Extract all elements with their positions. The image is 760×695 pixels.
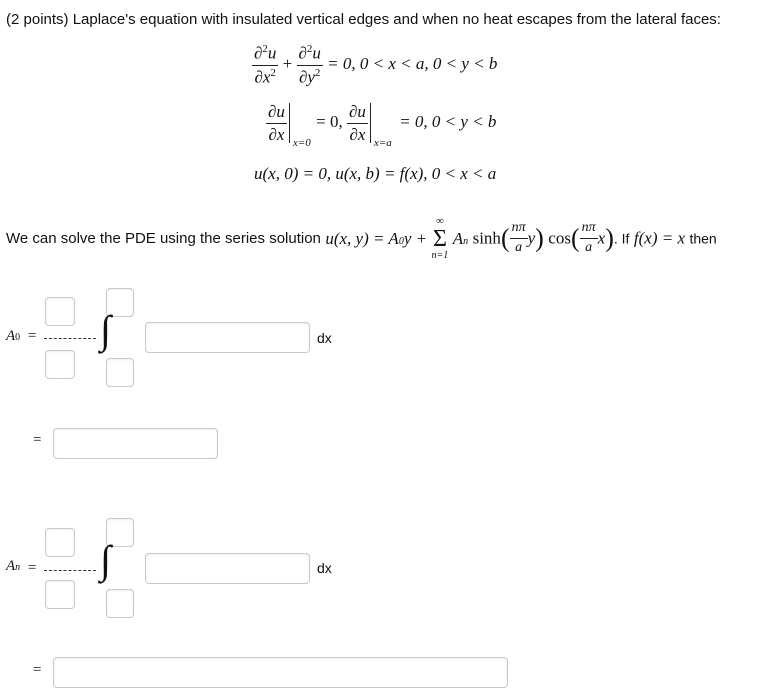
- an-label: An: [6, 558, 21, 574]
- an-equals: =: [28, 560, 37, 576]
- sum-upper: ∞: [436, 215, 444, 227]
- integral-icon: ∫: [100, 537, 111, 582]
- problem-intro: (2 points) Laplace's equation with insulated vertical edges and when no heat escapes from the lateral faces:: [6, 11, 721, 28]
- solve-text: We can solve the PDE using the series solution: [6, 230, 321, 247]
- a0-label: A0: [6, 328, 21, 344]
- if-text: . If: [613, 230, 630, 247]
- integral-icon: ∫: [100, 307, 111, 352]
- an-dx: dx: [317, 560, 332, 576]
- a0-result-equals: =: [33, 432, 42, 448]
- an-coef-numerator-input[interactable]: [45, 528, 75, 557]
- a0-dx: dx: [317, 330, 332, 346]
- then-text: then: [689, 230, 717, 247]
- a0-equals: =: [28, 328, 37, 344]
- an-integrand-input[interactable]: [145, 553, 310, 584]
- a0-integrand-input[interactable]: [145, 322, 310, 353]
- series-lhs: u(x, y) = A: [325, 228, 399, 248]
- a0-coef-numerator-input[interactable]: [45, 297, 75, 326]
- an-result-input[interactable]: [53, 657, 508, 688]
- sigma-icon: Σ: [432, 226, 447, 252]
- bc-mid: = 0,: [316, 112, 343, 132]
- an-result-equals: =: [33, 662, 42, 678]
- pde-equation: $\frac{\partial^2u}{\partial x^2}$ + $\frac{\partial^2u}{\partial y^2}$ = 0, 0 < x < a, 0 < y < b: [254, 43, 498, 87]
- sum-lower: n=1: [431, 250, 449, 261]
- a0-lower-limit-input[interactable]: [106, 358, 134, 387]
- an-fraction-line: [44, 570, 96, 571]
- an-coef-denominator-input[interactable]: [45, 580, 75, 609]
- pde-rhs: = 0, 0 < x < a, 0 < y < b: [327, 53, 498, 73]
- a0-coef-denominator-input[interactable]: [45, 350, 75, 379]
- bc-insulated: $\frac{\partial u}{\partial x}$ x=0 = 0, $\frac{\partial u}{\partial x}$ x=a = 0, 0 < y < b: [268, 102, 497, 150]
- bc-sub-x0: x=0: [292, 137, 311, 150]
- bc-rhs: = 0, 0 < y < b: [399, 112, 497, 132]
- an-lower-limit-input[interactable]: [106, 589, 134, 618]
- a0-result-input[interactable]: [53, 428, 218, 459]
- a0-fraction-line: [44, 338, 96, 339]
- series-line: We can solve the PDE using the series solution u(x, y) = A0y + ∞ Σ n=1 An sinh( $\frac{n\pi}{a}$ y) cos( $\frac{n\pi}{a}$ x). If f(x) = x then: [6, 215, 717, 261]
- condition: f(x) = x: [633, 228, 685, 248]
- bc-dirichlet: u(x, 0) = 0, u(x, b) = f(x), 0 < x < a: [254, 164, 497, 183]
- bc-sub-xa: x=a: [373, 137, 392, 150]
